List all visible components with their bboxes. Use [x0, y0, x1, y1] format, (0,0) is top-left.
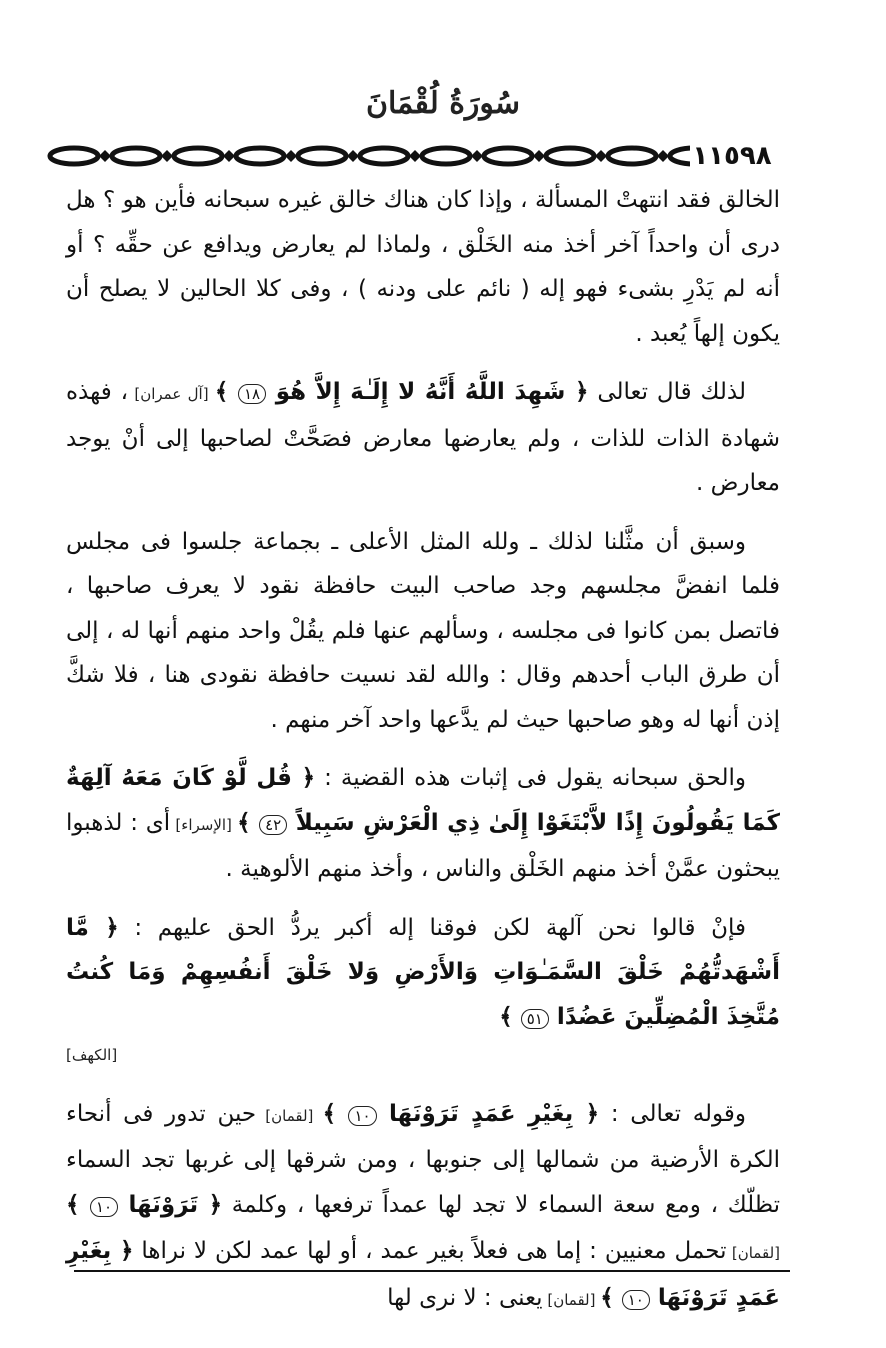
- paragraph-5: [66, 906, 780, 1042]
- chain-link-ornament: [112, 148, 160, 164]
- ayah-number: ١٠: [90, 1197, 118, 1217]
- diamond-ornament: [657, 150, 669, 162]
- text: والحق سبحانه يقول فى إثبات هذه القضية :: [315, 765, 747, 791]
- ayah-number: ٤٢: [259, 815, 287, 835]
- surah-reference: [الإسراء]: [170, 815, 238, 834]
- text: ، فهذه شهادة الذات للذات ، ولم يعارضها معارض فصَحَّتْ لصاحبها إلى أنْ يوجد معارض .: [66, 379, 780, 496]
- quote-end-bracket: ﴾: [600, 1284, 622, 1311]
- paragraph-4: [66, 756, 780, 892]
- footer-rule: [74, 1270, 790, 1272]
- chain-link-ornament: [50, 148, 98, 164]
- text: أى : لذهبوا يبحثون عمَّنْ أخذ منهم الخَلْق والناس ، وأخذ منهم الألوهية .: [66, 809, 780, 882]
- quran-quote: ﴿ بِغَيْرِ عَمَدٍ تَرَوْنَهَا: [66, 1238, 780, 1311]
- chain-link-ornament: [236, 148, 284, 164]
- surah-reference: [لقمان]: [726, 1244, 780, 1262]
- text: فإنْ قالوا نحن آلهة لكن فوقنا إله أكبر يردُّ الحق عليهم :: [118, 914, 746, 941]
- page-text: [66, 178, 780, 1336]
- diamond-ornament: [409, 150, 421, 162]
- chain-link-ornament: [174, 148, 222, 164]
- quran-quote: ﴿ قُل لَّوْ كَانَ مَعَهُ آلِهَةٌ كَمَا يَقُولُونَ إِذًا لاَّبْتَغَوْا إِلَىٰ ذِي الْعَرْشِ سَبِيلاً: [66, 765, 780, 836]
- text: يعنى : لا نرى لها: [387, 1284, 543, 1311]
- surah-title: سُورَةُ لُقْمَانَ: [365, 86, 521, 121]
- quote-end-bracket: ﴾: [66, 1191, 90, 1218]
- surah-reference: [لقمان]: [542, 1290, 601, 1309]
- diamond-ornament: [285, 150, 297, 162]
- quote-end-bracket: ﴾: [322, 1100, 349, 1127]
- diamond-ornament: [347, 150, 359, 162]
- ayah-number: ١٠: [622, 1290, 650, 1310]
- text: وقوله تعالى :: [599, 1100, 747, 1127]
- quran-quote: ﴿ شَهِدَ اللَّهُ أَنَّهُ لا إِلَـٰهَ إِلاَّ هُوَ: [266, 379, 589, 405]
- quote-end-bracket: ﴾: [499, 1003, 521, 1030]
- text: تحمل معنيين : إما هى فعلاً بغير عمد ، أو لها عمد لكن لا نراها: [133, 1238, 727, 1264]
- paragraph-3: وسبق أن مثَّلنا لذلك ـ ولله المثل الأعلى ـ بجماعة جلسوا فى مجلس فلما انفضَّ مجلسهم وجد صاحب البيت حافظة نقود لا يعرف صاحبها ، فاتصل بمن كانوا فى مجلسه ، وسألهم عنها فلم يقُلْ واحد منهم أنها له ، إلى أن طرق الباب أحدهم وقال : والله لقد نسيت حافظة نقودى هنا ، فلا شكَّ إذن أنها له وهو صاحبها حيث لم يدَّعها واحد آخر منهم .: [66, 528, 780, 733]
- paragraph-2: [66, 370, 780, 506]
- ayah-number: ١٨: [238, 384, 266, 404]
- diamond-ornament: [99, 150, 111, 162]
- quran-quote: ﴿ مَّا أَشْهَدتُّهُمْ خَلْقَ السَّمَـٰوَاتِ وَالأَرْضِ وَلا خَلْقَ أَنفُسِهِمْ وَمَا كُنتُ مُتَّخِذَ الْمُضِلِّينَ عَضُدًا: [66, 914, 780, 1030]
- chain-link-ornament: [422, 148, 470, 164]
- surah-reference: [الكهف]: [66, 1046, 118, 1064]
- page-number: ١١٥٩٨: [690, 140, 774, 172]
- paragraph-1: الخالق فقد انتهتْ المسألة ، وإذا كان هناك خالق غيره سبحانه فأين هو ؟ هل درى أن واحداً آخر أخذ منه الخَلْق ، ولماذا لم يعارض ويدافع عن حقِّه ؟ أو أنه لم يَدْرِ بشىء فهو إله ( نائم على ودنه ) ، وفى كلا الحالين لا يصلح أن يكون إلهاً يُعبد .: [66, 187, 780, 347]
- paragraph-6: [66, 1092, 780, 1323]
- chain-link-ornament: [484, 148, 532, 164]
- diamond-ornament: [471, 150, 483, 162]
- chain-link-ornament: [360, 148, 408, 164]
- quran-quote: ﴿ تَرَوْنَهَا: [118, 1191, 223, 1218]
- diamond-ornament: [533, 150, 545, 162]
- surah-reference: [آل عمران]: [128, 385, 215, 403]
- ayah-number: ٥١: [521, 1009, 549, 1029]
- diamond-ornament: [595, 150, 607, 162]
- chain-link-ornament: [608, 148, 656, 164]
- quote-end-bracket: ﴾: [214, 379, 238, 405]
- quran-quote: ﴿ بِغَيْرِ عَمَدٍ تَرَوْنَهَا: [376, 1100, 600, 1127]
- chain-link-ornament: [546, 148, 594, 164]
- chain-link-ornament: [298, 148, 346, 164]
- diamond-ornament: [161, 150, 173, 162]
- surah-reference: [لقمان]: [256, 1106, 323, 1125]
- diamond-ornament: [223, 150, 235, 162]
- text: لذلك قال تعالى: [588, 379, 747, 405]
- ayah-number: ١٠: [348, 1106, 376, 1126]
- text: حين تدور فى أنحاء الكرة الأرضية من شمالها إلى جنوبها ، ومن شرقها إلى غربها تجد السماء تظلّك ، ومع سعة السماء لا تجد لها عمداً ترفعها ، وكلمة: [66, 1100, 780, 1218]
- quote-end-bracket: ﴾: [237, 809, 260, 836]
